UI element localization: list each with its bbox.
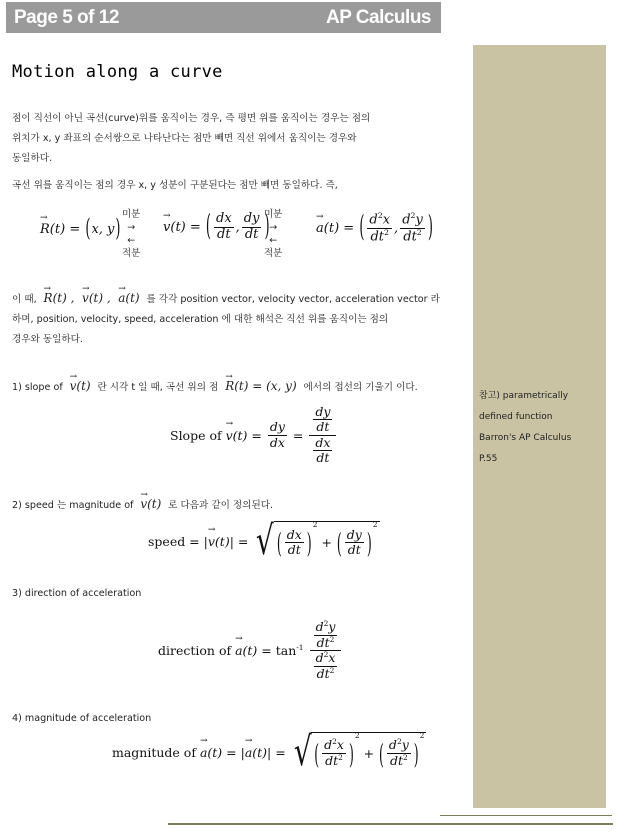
sidebar-line: 참고) parametrically <box>479 391 569 401</box>
vector-definitions-paragraph <box>12 288 452 350</box>
page-header <box>6 2 441 33</box>
diff-integ-arrows-2: 미분 → ← 적분 <box>264 209 283 259</box>
intro-line: 점이 직선이 아닌 곡선(curve)위를 움직이는 경우, 즉 평면 위를 움직이는 경우는 점의 <box>12 113 371 124</box>
intro-line: 동일하다. <box>12 153 53 164</box>
subject-title: AP Calculus <box>325 6 431 28</box>
page-title: Motion along a curve <box>12 62 223 82</box>
para3-line2: 하며, position, velocity, speed, acceleration 에 대한 해석은 직선 위를 움직이는 점의 <box>12 314 389 325</box>
slope-formula: Slope of → v (t) = $\frac{dy}{dx}$ = $\frac{\frac{dy}{dt}}{\frac{dx}{dt}}$ <box>170 405 338 466</box>
sidebar-line: defined function <box>479 412 553 422</box>
sidebar-line: Barron's AP Calculus <box>479 433 572 443</box>
magnitude-formula: magnitude of → a (t) = | → a (t) | = √ ( $\frac{d^2x}{dt^2}$ ) 2 + ( $\frac{d^2y}{dt^2}$ ) 2 <box>112 732 426 772</box>
velocity-equation: → v ( t ) = ( $\frac{dx}{dt}$ , $\frac{dy}{dt}$ ) <box>163 212 271 243</box>
intro2-paragraph: 곡선 위를 움직이는 점의 경우 x, y 성분이 구분된다는 점만 빼면 동일하다. 즉, <box>12 180 338 191</box>
intro-paragraph <box>12 109 452 169</box>
page-number: Page 5 of 12 <box>14 6 119 28</box>
item-2-speed: 2) speed 는 magnitude of → v(t) 로 다음과 같이 정의된다. <box>12 494 452 516</box>
item-4-magnitude: 4) magnitude of acceleration <box>12 713 152 724</box>
intro-line: 위치가 x, y 좌표의 순서쌍으로 나타난다는 점만 빼면 직선 위에서 움직이는 경우와 <box>12 133 357 144</box>
direction-formula: direction of → a (t) = $\tan^{-1}$ $\frac{\frac{d^2y}{dt^2}}{\frac{d^2x}{dt^2}}$ <box>158 620 343 681</box>
position-equation: → R ( t ) = ( x, y ) <box>40 222 121 237</box>
sidebar-note <box>479 386 603 470</box>
para3-line1: 이 때, → R(t) , → v(t) , → a(t) 를 각각 position vector, velocity vector, acceleration vector 라 <box>12 288 452 310</box>
para3-line3: 경우와 동일하다. <box>12 334 83 345</box>
speed-formula: speed = | → v (t) | = √ ( $\frac{dx}{dt}$ ) 2 + ( $\frac{dy}{dt}$ ) 2 <box>148 521 380 561</box>
sidebar-line: P.55 <box>479 454 498 464</box>
diff-integ-arrows-1: 미분 → ← 적분 <box>122 209 141 259</box>
item-1-slope: 1) slope of → v(t) 란 시각 t 일 때, 곡선 위의 점 → R(t) = (x, y) 에서의 접선의 기울기 이다. <box>12 376 472 398</box>
acceleration-equation: → a ( t ) = ( $\frac{d^2x}{dt^2}$ , $\frac{d^2y}{dt^2}$ ) <box>316 212 434 246</box>
footer-rule-box <box>440 815 612 832</box>
sidebar-note-panel <box>473 45 606 808</box>
item-3-direction: 3) direction of acceleration <box>12 588 142 599</box>
